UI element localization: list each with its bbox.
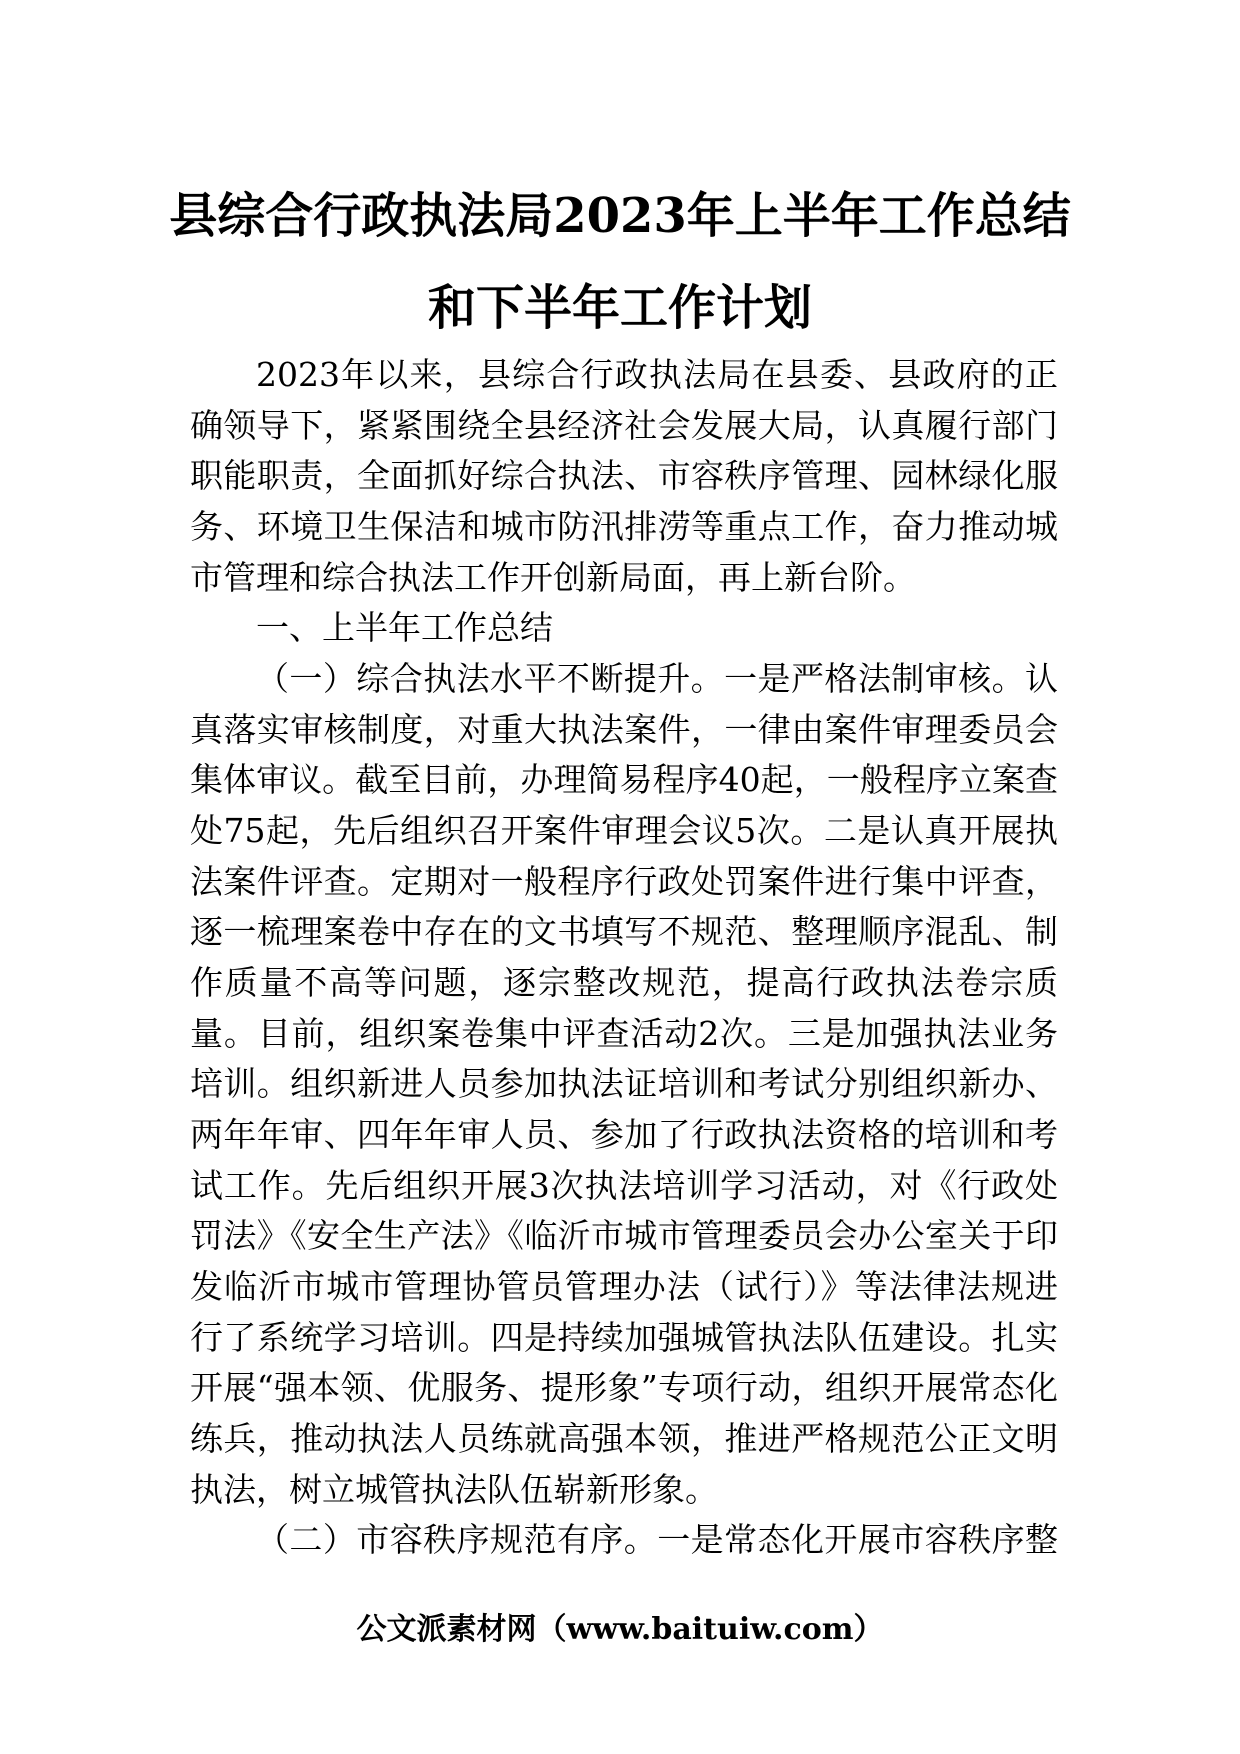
body-paragraph: （一）综合执法水平不断提升。一是严格法制审核。认真落实审核制度，对重大执法案件，一律由案件审理委员会集体审议。截至目前，办理简易程序40起，一般程序立案查处75起，先后组织召开案件审理会议5次。二是认真开展执法案件评查。定期对一般程序行政处罚案件进行集中评查，逐一梳理案卷中存在的文书填写不规范、整理顺序混乱、制作质量不高等问题，逐宗整改规范，提高行政执法卷宗质量。目前，组织案卷集中评查活动2次。三是加强执法业务培训。组织新进人员参加执法证培训和考试分别组织新办、两年年审、四年年审人员、参加了行政执法资格的培训和考试工作。先后组织开展3次执法培训学习活动，对《行政处罚法》《安全生产法》《临沂市城市管理委员会办公室关于印发临沂市城市管理协管员管理办法（试行）》等法律法规进行了系统学习培训。四是持续加强城管执法队伍建设。扎实开展“强本领、优服务、提形象”专项行动，组织开展常态化练兵，推动执法人员练就高强本领，推进严格规范公正文明执法，树立城管执法队伍崭新形象。 bbox=[190, 659, 1058, 1509]
watermark-footer: 公文派素材网（www.baituiw.com） bbox=[356, 1612, 884, 1647]
document-body bbox=[190, 350, 1058, 1566]
section-heading: 一、上半年工作总结 bbox=[256, 608, 553, 648]
intro-paragraph: 2023年以来，县综合行政执法局在县委、县政府的正确领导下，紧紧围绕全县经济社会发展大局，认真履行部门职能职责，全面抓好综合执法、市容秩序管理、园林绿化服务、环境卫生保洁和城市防汛排涝等重点工作，奋力推动城市管理和综合执法工作开创新局面，再上新台阶。 bbox=[190, 355, 1058, 597]
document-title-line-2: 和下半年工作计划 bbox=[427, 280, 812, 336]
body-paragraph: （二）市容秩序规范有序。一是常态化开展市容秩序整 bbox=[256, 1520, 1058, 1560]
document-title-line-1: 县综合行政执法局2023年上半年工作总结 bbox=[169, 188, 1071, 244]
